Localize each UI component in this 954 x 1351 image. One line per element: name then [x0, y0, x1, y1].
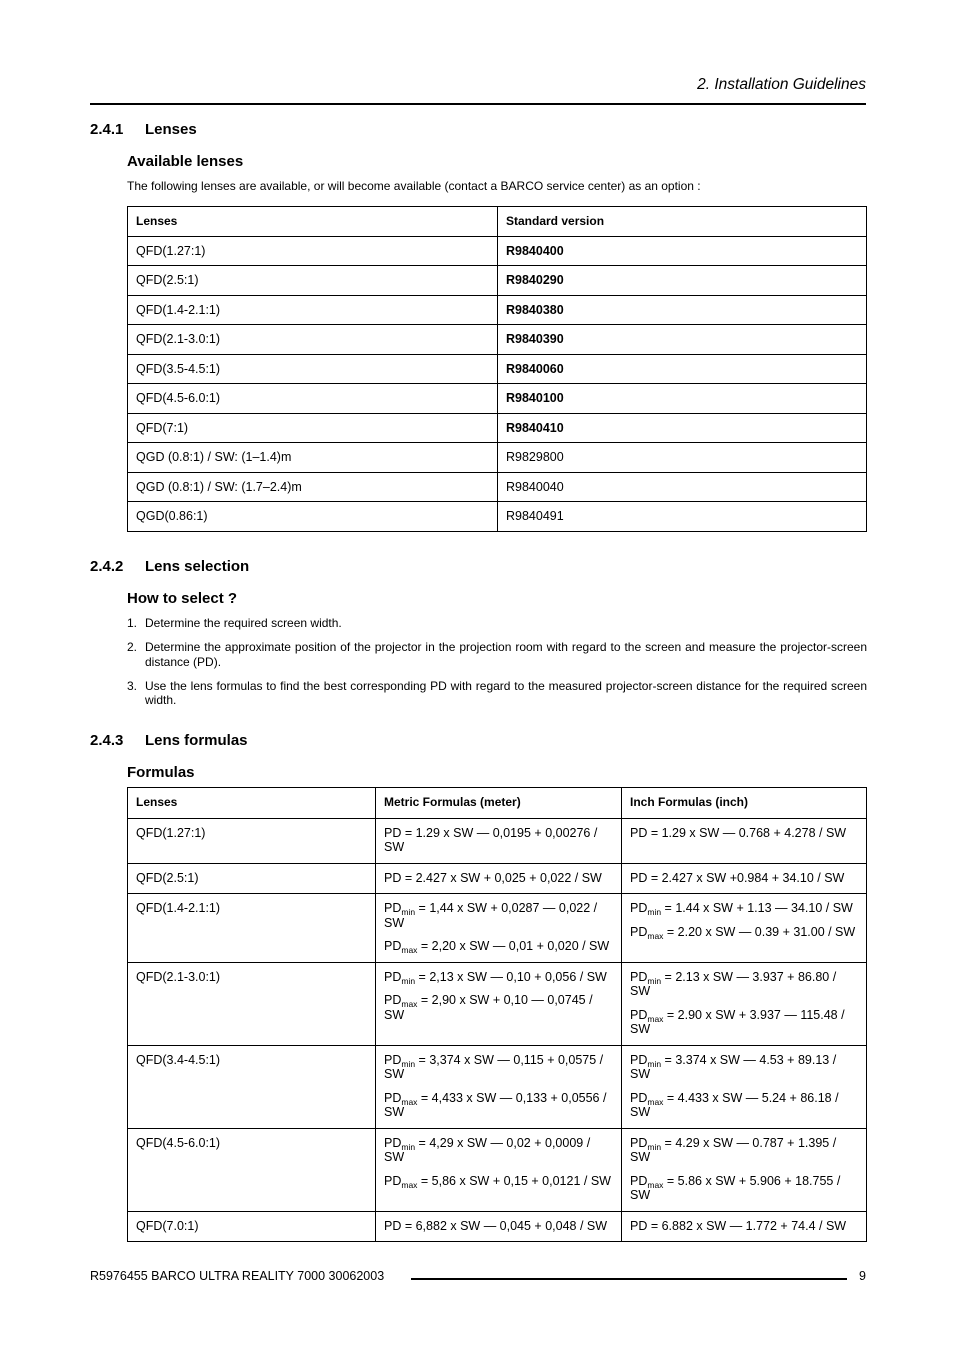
inch-formulas	[622, 962, 867, 1045]
footer-doc-info: R5976455 BARCO ULTRA REALITY 7000 30062003	[90, 1269, 385, 1283]
step-text: Use the lens formulas to find the best corresponding PD with regard to the measured projector-screen distance for the required screen width.	[145, 678, 867, 707]
formula-text: = 1.44 x SW + 1.13 — 34.10 / SW	[661, 901, 853, 915]
list-item	[127, 616, 867, 631]
subheading-how-to-select: How to select ?	[127, 590, 238, 607]
pd-label: PD	[384, 1052, 402, 1067]
formula-text: = 4,29 x SW — 0,02 + 0,0009 / SW	[384, 1135, 591, 1164]
table-row	[128, 354, 867, 384]
table-row	[128, 472, 867, 502]
metric-formulas	[376, 962, 622, 1045]
header-rule	[90, 103, 866, 105]
subscript-max: max	[647, 1179, 664, 1190]
page-number: 9	[859, 1269, 866, 1283]
subscript-max: max	[647, 1013, 664, 1024]
subscript-max: max	[647, 1096, 664, 1107]
metric-formula-min	[384, 901, 613, 930]
formula-text: = 2,20 x SW — 0,01 + 0,020 / SW	[417, 939, 610, 953]
table-row	[128, 325, 867, 355]
section-title: Lens selection	[145, 558, 250, 575]
table-row	[128, 894, 867, 963]
metric-formula: PD = 2.427 x SW + 0,025 + 0,022 / SW	[376, 863, 622, 894]
lens-cell: QFD(1.27:1)	[128, 236, 498, 266]
list-item	[127, 679, 867, 708]
lens-cell: QFD(1.4-2.1:1)	[128, 295, 498, 325]
lens-cell: QGD (0.8:1) / SW: (1.7–2.4)m	[128, 472, 498, 502]
metric-formula-max	[384, 1091, 613, 1120]
table-row	[128, 502, 867, 532]
subscript-min: min	[647, 907, 662, 917]
lens-cell: QFD(7.0:1)	[128, 1211, 376, 1242]
version-cell: R9840290	[498, 266, 867, 296]
pd-label: PD	[384, 993, 402, 1007]
footer-rule	[411, 1278, 847, 1280]
inch-formula-max	[630, 925, 858, 940]
lens-table	[127, 206, 867, 532]
subscript-min: min	[647, 975, 662, 986]
pd-label: PD	[630, 1173, 648, 1188]
lens-cell: QFD(1.27:1)	[128, 818, 376, 863]
table-header-row	[128, 788, 867, 819]
metric-formulas	[376, 1128, 622, 1211]
metric-formula-max	[384, 939, 613, 954]
pd-label: PD	[630, 1052, 648, 1067]
lens-cell: QFD(2.1-3.0:1)	[128, 962, 376, 1045]
lens-cell: QFD(1.4-2.1:1)	[128, 894, 376, 963]
column-header: Inch Formulas (inch)	[622, 788, 867, 819]
lens-cell: QFD(4.5-6.0:1)	[128, 384, 498, 414]
metric-formulas	[376, 1045, 622, 1128]
formula-text: = 2.90 x SW + 3.937 — 115.48 / SW	[630, 1007, 845, 1036]
list-item	[127, 640, 867, 669]
inch-formula: PD = 6.882 x SW — 1.772 + 74.4 / SW	[622, 1211, 867, 1242]
lens-cell: QGD (0.8:1) / SW: (1–1.4)m	[128, 443, 498, 473]
version-cell: R9840060	[498, 354, 867, 384]
subscript-max: max	[401, 1179, 418, 1190]
step-number: 1.	[127, 616, 138, 630]
version-cell: R9840491	[498, 502, 867, 532]
section-number: 2.4.2	[90, 558, 124, 575]
pd-label: PD	[384, 1090, 402, 1105]
formula-text: = 4,433 x SW — 0,133 + 0,0556 / SW	[384, 1090, 607, 1119]
column-header: Standard version	[498, 207, 867, 237]
metric-formula-max	[384, 993, 613, 1022]
subscript-min: min	[647, 1058, 662, 1069]
inch-formula-min	[630, 1136, 858, 1165]
pd-label: PD	[630, 1135, 648, 1150]
selection-steps	[127, 616, 867, 717]
pd-label: PD	[384, 1135, 402, 1150]
section-heading-lens-formulas	[90, 732, 248, 749]
section-heading-lenses	[90, 121, 197, 138]
pd-label: PD	[384, 939, 402, 953]
version-cell: R9829800	[498, 443, 867, 473]
lens-cell: QFD(2.5:1)	[128, 863, 376, 894]
version-cell: R9840100	[498, 384, 867, 414]
lens-cell: QFD(2.5:1)	[128, 266, 498, 296]
section-heading-lens-selection	[90, 558, 249, 575]
metric-formula-max	[384, 1174, 613, 1189]
subscript-min: min	[401, 1058, 416, 1069]
table-row	[128, 295, 867, 325]
pd-label: PD	[384, 969, 402, 984]
column-header: Metric Formulas (meter)	[376, 788, 622, 819]
formula-text: = 4.29 x SW — 0.787 + 1.395 / SW	[630, 1135, 837, 1164]
version-cell: R9840410	[498, 413, 867, 443]
chapter-header: 2. Installation Guidelines	[697, 76, 866, 93]
formula-text: = 2,90 x SW + 0,10 — 0,0745 / SW	[384, 993, 593, 1022]
subheading-available-lenses: Available lenses	[127, 153, 244, 170]
inch-formula-min	[630, 1053, 858, 1082]
subscript-max: max	[401, 999, 418, 1009]
subscript-min: min	[647, 1141, 662, 1152]
metric-formula: PD = 1.29 x SW — 0,0195 + 0,00276 / SW	[376, 818, 622, 863]
subheading-formulas: Formulas	[127, 764, 195, 781]
section-title: Lenses	[145, 121, 197, 138]
section-number: 2.4.1	[90, 121, 124, 138]
table-header-row	[128, 207, 867, 237]
pd-label: PD	[384, 901, 402, 915]
formula-text: = 2.13 x SW — 3.937 + 86.80 / SW	[630, 969, 837, 998]
formula-text: = 3,374 x SW — 0,115 + 0,0575 / SW	[384, 1052, 604, 1081]
formula-text: = 2.20 x SW — 0.39 + 31.00 / SW	[663, 924, 856, 939]
lens-cell: QFD(7:1)	[128, 413, 498, 443]
lens-cell: QFD(3.4-4.5:1)	[128, 1045, 376, 1128]
pd-label: PD	[630, 924, 648, 939]
metric-formulas	[376, 894, 622, 963]
table-row	[128, 413, 867, 443]
inch-formulas	[622, 1045, 867, 1128]
pd-label: PD	[630, 1090, 648, 1105]
inch-formula-max	[630, 1008, 858, 1037]
column-header: Lenses	[128, 207, 498, 237]
intro-paragraph: The following lenses are available, or will become available (contact a BARCO service center) as an option :	[127, 179, 701, 193]
table-row	[128, 443, 867, 473]
subscript-min: min	[401, 907, 416, 917]
table-row	[128, 962, 867, 1045]
section-title: Lens formulas	[145, 732, 248, 749]
inch-formula-min	[630, 970, 858, 999]
subscript-min: min	[401, 1141, 416, 1152]
step-text: Determine the required screen width.	[145, 616, 342, 630]
inch-formula-max	[630, 1174, 858, 1203]
step-number: 2.	[127, 640, 138, 654]
version-cell: R9840040	[498, 472, 867, 502]
formula-text: = 1,44 x SW + 0,0287 — 0,022 / SW	[384, 901, 598, 930]
step-number: 3.	[127, 678, 138, 693]
subscript-max: max	[401, 1096, 418, 1107]
formula-text: = 2,13 x SW — 0,10 + 0,056 / SW	[415, 969, 607, 984]
subscript-min: min	[401, 975, 416, 986]
lens-cell: QFD(2.1-3.0:1)	[128, 325, 498, 355]
inch-formula: PD = 2.427 x SW +0.984 + 34.10 / SW	[622, 863, 867, 894]
formula-text: = 5.86 x SW + 5.906 + 18.755 / SW	[630, 1173, 841, 1202]
version-cell: R9840400	[498, 236, 867, 266]
metric-formula-min	[384, 1053, 613, 1082]
subscript-max: max	[401, 945, 418, 955]
version-cell: R9840390	[498, 325, 867, 355]
inch-formulas	[622, 894, 867, 963]
table-row	[128, 384, 867, 414]
inch-formula-max	[630, 1091, 858, 1120]
metric-formula: PD = 6,882 x SW — 0,045 + 0,048 / SW	[376, 1211, 622, 1242]
table-row	[128, 1045, 867, 1128]
inch-formula-min	[630, 901, 858, 916]
table-row	[128, 863, 867, 894]
lens-cell: QGD(0.86:1)	[128, 502, 498, 532]
formula-text: = 3.374 x SW — 4.53 + 89.13 / SW	[630, 1052, 837, 1081]
lens-cell: QFD(4.5-6.0:1)	[128, 1128, 376, 1211]
step-text: Determine the approximate position of the projector in the projection room with regard to the screen and measure the projector-screen distance (PD).	[145, 640, 867, 669]
formula-text: = 4.433 x SW — 5.24 + 86.18 / SW	[630, 1090, 839, 1119]
formula-table	[127, 787, 867, 1242]
table-row	[128, 236, 867, 266]
subscript-max: max	[647, 930, 664, 941]
pd-label: PD	[630, 969, 648, 984]
pd-label: PD	[630, 901, 648, 915]
metric-formula-min	[384, 970, 613, 985]
pd-label: PD	[630, 1007, 648, 1022]
column-header: Lenses	[128, 788, 376, 819]
pd-label: PD	[384, 1173, 402, 1188]
version-cell: R9840380	[498, 295, 867, 325]
formula-text: = 5,86 x SW + 0,15 + 0,0121 / SW	[417, 1173, 611, 1188]
table-row	[128, 818, 867, 863]
table-row	[128, 1128, 867, 1211]
inch-formula: PD = 1.29 x SW — 0.768 + 4.278 / SW	[622, 818, 867, 863]
table-row	[128, 1211, 867, 1242]
metric-formula-min	[384, 1136, 613, 1165]
table-row	[128, 266, 867, 296]
section-number: 2.4.3	[90, 732, 124, 749]
inch-formulas	[622, 1128, 867, 1211]
lens-cell: QFD(3.5-4.5:1)	[128, 354, 498, 384]
